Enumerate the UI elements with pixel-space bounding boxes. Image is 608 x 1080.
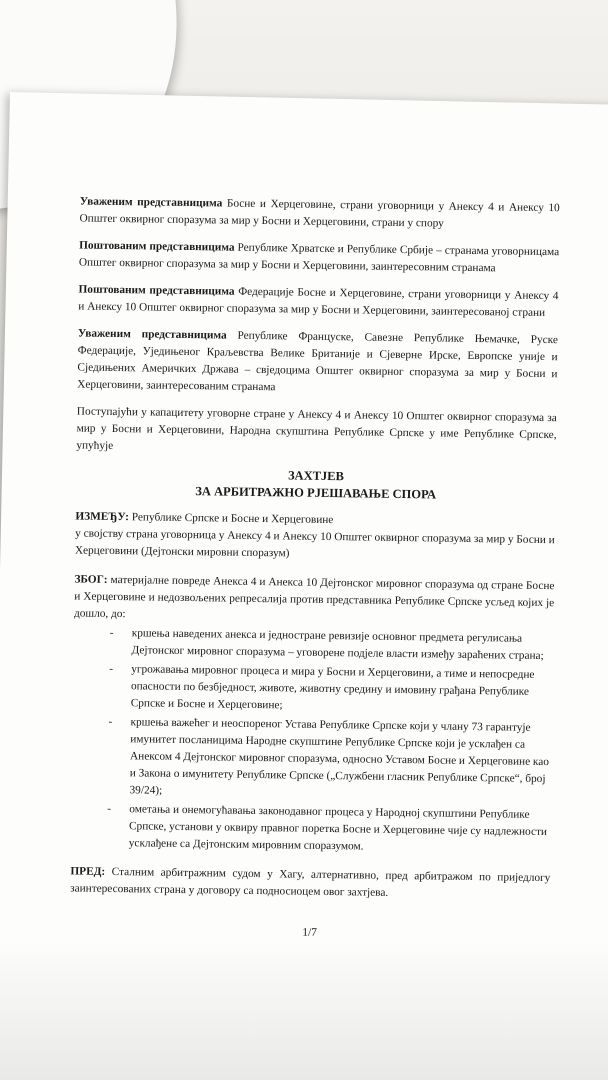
section-because (71, 571, 555, 858)
section-label: ИЗМЕЂУ: (75, 510, 130, 524)
paragraph-lead: Поштованим представницима (79, 239, 235, 254)
section-text: у својству страна уговорница у Анексу 4 и Анексу 10 Општег оквирног споразума за мир у Босни и Херцеговини (Дејтонски мировни споразум) (74, 527, 555, 560)
section-first-line: Републике Српске и Босне и Херцеговине (128, 511, 334, 527)
paragraph-lead: Уваженим представницима (79, 195, 223, 210)
paragraph-lead: Уваженим представницима (77, 327, 227, 342)
list-item: - угрожавања мировног процеса и мира у Босни и Херцеговини, а тиме и непосредне опасности по безбједност, животе, животну средину и имовину грађана Републике Српске и Босне и Херцеговине; (109, 662, 535, 712)
violations-list (71, 624, 554, 858)
paragraph-addressees-croatia-serbia (79, 237, 559, 278)
title-line-2: ЗА АРБИТРАЖНО РЈЕШАВАЊЕ СПОРА (195, 484, 437, 502)
page-number: 1/7 (302, 926, 318, 939)
list-item: - кршења важећег и неоспореног Устава Републике Српске који у члану 73 гарантује имунитет посланицима Народне скупштине Републике Српске који је усклађен са Анексом 4 Дејтонског мировног споразума, односно Уставом Босне и Херцеговине као и Закона о имунитету Републике Српске („Службени гласник Републике Српске“, број 39/24); (108, 715, 550, 797)
section-between (75, 508, 556, 566)
section-label: ПРЕД: (70, 865, 106, 878)
paragraph-text: Федерације Босне и Херцеговине, страни уговорници у Анексу 4 и Анексу 10 Општег оквирног споразума за мир у Босни и Херцеговини, заинтересованој страни (78, 285, 559, 319)
section-text: Сталним арбитражним судом у Хагу, алтернативно, пред арбитражом по приједлогу заинтересованих страна у договору са подносиоцем овог захтјева. (70, 865, 551, 899)
paragraph-addressees-bih (79, 193, 559, 234)
paragraph-addressees-federation (78, 281, 558, 322)
paragraph-addressees-witnesses (77, 325, 558, 400)
section-text: материјалне повреде Анекса 4 и Анекса 10 Дејтонског мировног споразума од стране Босне и Херцеговине и недозвољених репресалија против представника Републике Српске усљед којих је дошло, до: (73, 573, 555, 621)
title-line-1: ЗАХТЈЕВ (287, 468, 345, 484)
list-item: - кршења наведених анекса и једностране ревизије основног предмета регулисања Дејтонског мировног споразума – уговорене подјеле власти између зараћених страна; (109, 626, 544, 663)
document-page (0, 92, 608, 1080)
paragraph-text: Републике Француске, Савезне Републике Њемачке, Руске Федерације, Уједињеног Краљевства Велике Британије и Сјеверне Ирске, Европске уније и Сједињених Америчких Држава – свједоцима Општег оквирног споразума за мир у Босни и Херцеговини, заинтересованим странама (77, 329, 558, 394)
paragraph-text: Републике Хрватске и Републике Србије – странама уговорницама Општег оквирног споразума за мир у Босни и Херцеговини, заинтересовним странама (78, 241, 560, 275)
paragraph-acting: Поступајући у капацитету уговорне стране у Анексу 4 и Анексу 10 Општег оквирног споразума за мир у Босни и Херцеговини, Народна скупштина Републике Српске у име Републике Српске, упућује (76, 405, 557, 452)
section-label: ЗБОГ: (74, 573, 108, 586)
document-content (69, 193, 559, 945)
list-item: - ометања и онемогућавања законодавног процеса у Народној скупштини Републике Српске, установи у оквиру правног поретка Босне и Херцеговине чије су надлежности усклађене са Дејтонским мировним споразумом. (107, 802, 548, 853)
section-before (70, 863, 550, 904)
paragraph-lead: Поштованим представницима (78, 283, 235, 298)
paragraph-text: Босне и Херцеговине, страни уговорници у Анексу 4 и Анексу 10 Општег оквирног споразума за мир у Босни и Херцеговини, страни у спору (79, 197, 560, 230)
document-title (76, 464, 556, 505)
